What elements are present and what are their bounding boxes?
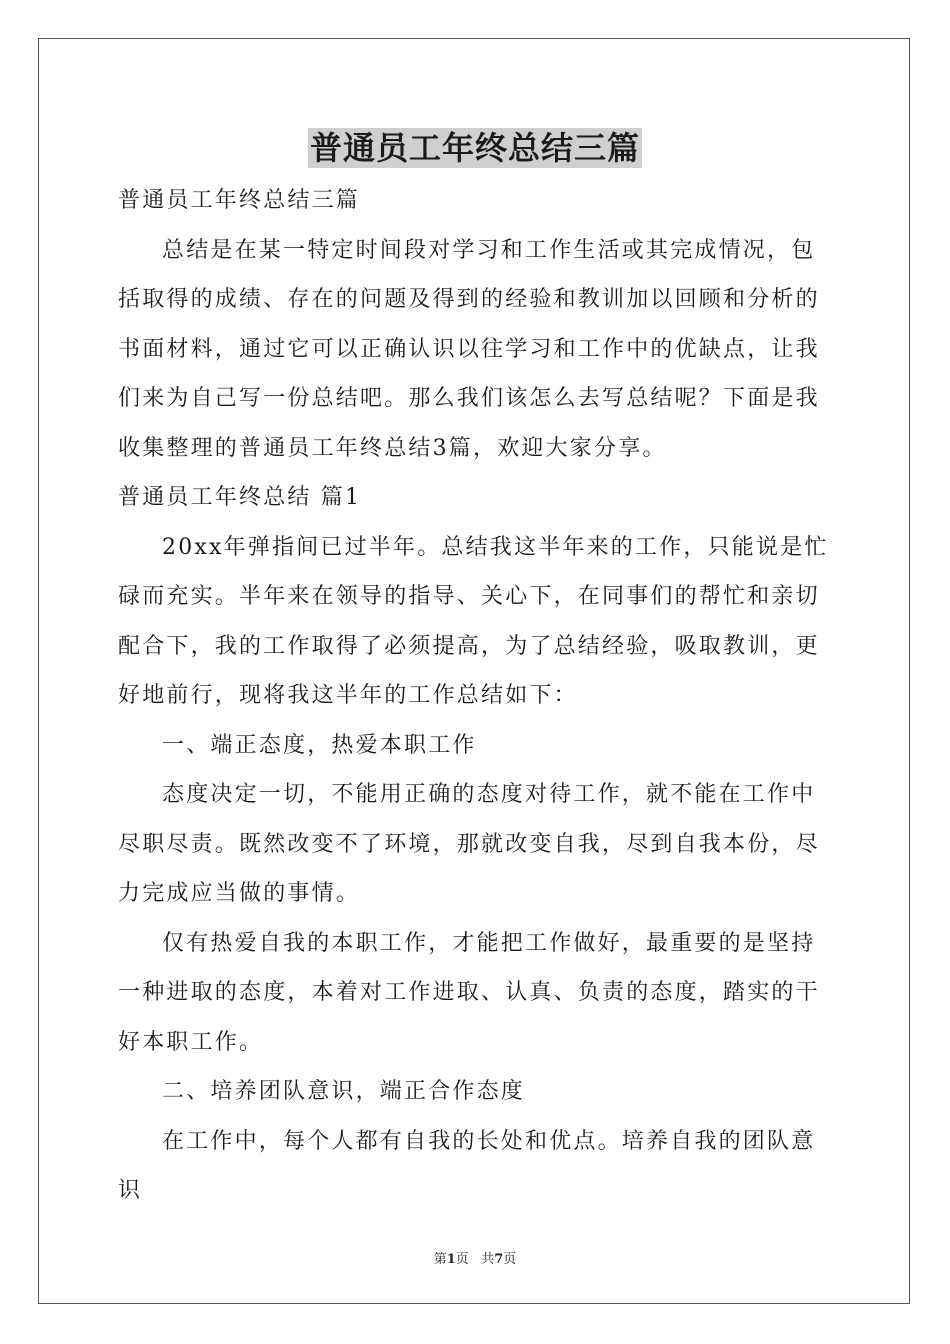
title-container	[0, 128, 950, 168]
page-prefix: 第	[433, 1252, 447, 1267]
current-page-number: 1	[446, 1252, 456, 1267]
total-page-number: 7	[494, 1252, 504, 1267]
intro-paragraph: 总结是在某一特定时间段对学习和工作生活或其完成情况，包括取得的成绩、存在的问题及得到的经验和教训加以回顾和分析的书面材料，通过它可以正确认识以往学习和工作中的优缺点，让我们来为自己写一份总结吧。那么我们该怎么去写总结呢？下面是我收集整理的普通员工年终总结3篇，欢迎大家分享。	[118, 237, 820, 461]
document-body	[118, 176, 838, 1216]
body-paragraph: 20xx年弹指间已过半年。总结我这半年来的工作，只能说是忙碌而充实。半年来在领导的指导、关心下，在同事们的帮忙和亲切配合下，我的工作取得了必须提高，为了总结经验，吸取教训，更好地前行，现将我这半年的工作总结如下：	[118, 534, 829, 708]
document-title: 普通员工年终总结三篇	[309, 129, 640, 167]
body-paragraph: 在工作中，每个人都有自我的长处和优点。培养自我的团队意识	[118, 1128, 816, 1203]
page-suffix: 页	[503, 1252, 517, 1267]
body-paragraph: 态度决定一切，不能用正确的态度对待工作，就不能在工作中尽职尽责。既然改变不了环境，那就改变自我，尽到自我本份，尽力完成应当做的事情。	[118, 782, 820, 906]
subheading-2: 二、培养团队意识，端正合作态度	[162, 1079, 526, 1104]
subheading-1: 一、端正态度，热爱本职工作	[162, 732, 477, 758]
body-paragraph: 仅有热爱自我的本职工作，才能把工作做好，最重要的是坚持一种进取的态度，本着对工作进取、认真、负责的态度，踏实的干好本职工作。	[118, 930, 820, 1055]
subtitle-paragraph: 普通员工年终总结三篇	[118, 188, 361, 213]
page-mid-text: 页 共	[455, 1252, 495, 1267]
section-heading: 普通员工年终总结 篇1	[118, 485, 362, 510]
page-footer	[0, 1248, 950, 1267]
